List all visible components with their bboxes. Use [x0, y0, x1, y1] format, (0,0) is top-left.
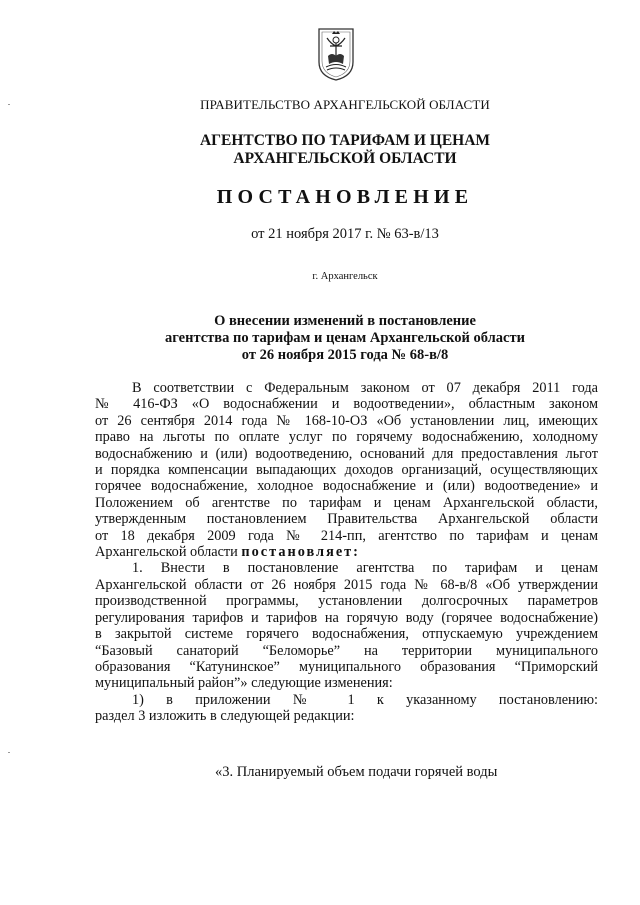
- coat-of-arms-emblem: [316, 26, 356, 82]
- body-line: Положением об агентстве по тарифам и ценам Архангельской области,: [95, 494, 598, 511]
- body-line: в закрытой системе горячего водоснабжения, отпускаемую учреждением: [95, 626, 598, 643]
- body-line: право на льготы по оплате услуг по горячему водоснабжению, холодному: [95, 429, 598, 446]
- body-line: “Базовый санаторий “Беломорье” на территории муниципального: [95, 642, 598, 659]
- body-line: Архангельской области от 26 ноября 2015 года № 68-в/8 «Об утверждении: [95, 576, 598, 593]
- government-name: ПРАВИТЕЛЬСТВО АРХАНГЕЛЬСКОЙ ОБЛАСТИ: [200, 97, 490, 112]
- body-line: В соответствии с Федеральным законом от 07 декабря 2011 года: [132, 380, 598, 396]
- margin-mark: [8, 104, 10, 105]
- body-line: 1) в приложении № 1 к указанному постановлению:: [132, 691, 598, 708]
- body-line: от 18 декабря 2009 года № 214-пп, агентство по тарифам и ценам: [95, 527, 598, 544]
- date-and-number: от 21 ноября 2017 г. № 63-в/13: [251, 226, 439, 242]
- margin-mark: [8, 752, 10, 753]
- quoted-section-heading: «3. Планируемый объем подачи горячей воды: [215, 764, 498, 780]
- body-line: 1. Внести в постановление агентства по тарифам и ценам: [132, 560, 598, 577]
- body-line: образования “Катунинское” муниципального образования “Приморский: [95, 658, 598, 675]
- agency-name: [0, 132, 640, 168]
- body-line: регулирования тарифов и тарифов на горячую воду (горячее водоснабжение): [95, 609, 598, 626]
- subject-line-3: от 26 ноября 2015 года № 68-в/8: [241, 347, 449, 363]
- body-line: от 26 сентября 2014 года № 168-10-ОЗ «Об установлении лиц, имеющих: [95, 412, 598, 429]
- body-line: горячее водоснабжение, холодное водоснабжение и (или) водоотведение» и: [95, 478, 598, 495]
- body-line: водоснабжению и (или) водоотведению, оснований для предоставления льгот: [95, 445, 598, 462]
- document-body: [95, 380, 598, 725]
- resolves-keyword: постановляет:: [241, 544, 360, 561]
- body-line-text: Архангельской области: [95, 544, 238, 561]
- city-name: г. Архангельск: [312, 271, 378, 282]
- subject-line-1: О внесении изменений в постановление: [214, 313, 476, 329]
- body-line: [95, 544, 598, 560]
- body-line: и порядка компенсации выпадающих доходов организаций, осуществляющих: [95, 462, 598, 479]
- document-subject: [0, 313, 640, 364]
- body-line: № 416-ФЗ «О водоснабжении и водоотведении», областным законом: [95, 396, 598, 413]
- body-line: раздел 3 изложить в следующей редакции:: [95, 708, 355, 725]
- body-line: муниципальный район”» следующие изменения:: [95, 675, 393, 692]
- body-line: производственной программы, установлении долгосрочных параметров: [95, 593, 598, 610]
- agency-name-line-2: АРХАНГЕЛЬСКОЙ ОБЛАСТИ: [233, 150, 457, 167]
- agency-name-line-1: АГЕНТСТВО ПО ТАРИФАМ И ЦЕНАМ: [199, 132, 491, 149]
- subject-line-2: агентства по тарифам и ценам Архангельской области: [165, 330, 525, 346]
- body-line: утвержденным постановлением Правительства Архангельской области: [95, 511, 598, 528]
- document-title: ПОСТАНОВЛЕНИЕ: [216, 186, 474, 208]
